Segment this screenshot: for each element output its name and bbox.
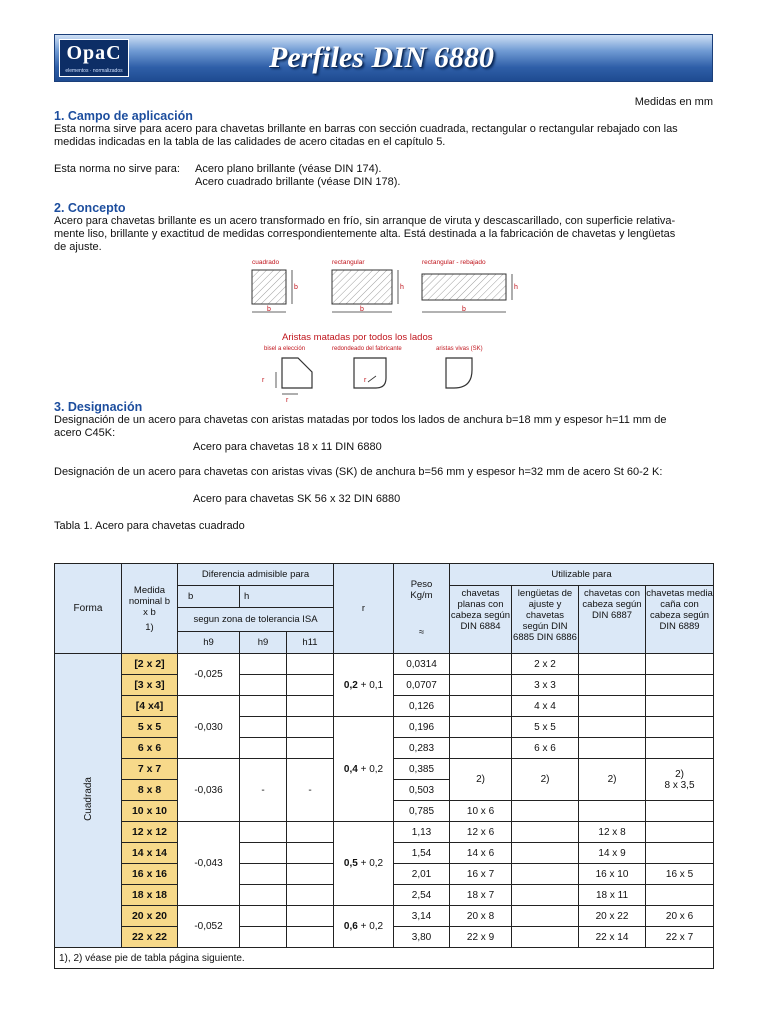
size-cell: 6 x 6: [122, 738, 178, 759]
dimension-table: [54, 563, 714, 969]
u4-note: 2): [675, 768, 684, 780]
h9-cell: [240, 717, 287, 738]
header-peso-approx: ≈: [418, 627, 425, 638]
weight-cell: 0,283: [394, 738, 450, 759]
h9-cell: [240, 927, 287, 948]
section1-not-for-label: Esta norma no sirve para:: [54, 163, 180, 175]
designation-example2: Acero para chavetas SK 56 x 32 DIN 6880: [193, 493, 401, 505]
h9-cell: [240, 864, 287, 885]
weight-cell: 3,14: [394, 906, 450, 927]
r-tol: + 0,2: [360, 921, 384, 932]
dim-b-square-v: b: [294, 284, 298, 291]
h11-cell: [287, 885, 334, 906]
h11-cell: [287, 927, 334, 948]
header-diferencia: Diferencia admisible para: [178, 564, 334, 586]
h11-cell: [287, 906, 334, 927]
size-cell: 10 x 10: [122, 801, 178, 822]
r-cell: [334, 906, 394, 948]
header-r: r: [334, 564, 394, 654]
section3-heading: 3. Designación: [54, 400, 143, 414]
size-cell: 16 x 16: [122, 864, 178, 885]
h11-cell: [287, 696, 334, 717]
u2-cell: 2 x 2: [512, 654, 579, 675]
u2-cell: [512, 801, 579, 822]
units-note: Medidas en mm: [634, 96, 713, 108]
u2-cell: [512, 843, 579, 864]
u4-note-cell: [646, 759, 714, 801]
header-u2: lengüetas de ajuste y chavetas según DIN 6885 DIN 6886: [512, 586, 579, 654]
u3-cell: 12 x 8: [579, 822, 646, 843]
u1-cell: 14 x 6: [450, 843, 512, 864]
u1-cell: 12 x 6: [450, 822, 512, 843]
header-u4: chavetas media caña con cabeza según DIN 6889: [646, 586, 714, 654]
header-h9b: h9: [240, 632, 287, 654]
u1-cell: 22 x 9: [450, 927, 512, 948]
h9-cell: [240, 906, 287, 927]
h9-cell: [240, 654, 287, 675]
weight-cell: 0,196: [394, 717, 450, 738]
dim-h-rect: h: [400, 284, 404, 291]
diff-b-cell: -0,036: [178, 759, 240, 822]
u4-note-value: 8 x 3,5: [664, 779, 695, 791]
u3-cell: 14 x 9: [579, 843, 646, 864]
weight-cell: 3,80: [394, 927, 450, 948]
logo-subtitle: elementos · normalizados: [65, 68, 123, 74]
u3-note-cell: 2): [579, 759, 646, 801]
weight-cell: 0,785: [394, 801, 450, 822]
u2-cell: [512, 864, 579, 885]
section1-line1: Esta norma sirve para acero para chavetas brillante en barras con sección cuadrada, rectangular o rectangular rebajado con las: [54, 123, 678, 135]
section1-line2: medidas indicadas en la tabla de las calidades de acero citadas en el capítulo 5.: [54, 136, 446, 148]
section2-heading: 2. Concepto: [54, 201, 126, 215]
u2-cell: 6 x 6: [512, 738, 579, 759]
r-tol: + 0,2: [360, 858, 384, 869]
rounded-corner-shape: [354, 358, 386, 388]
u1-cell: [450, 717, 512, 738]
u2-cell: [512, 822, 579, 843]
header-medida: [122, 564, 178, 654]
h11-cell: [287, 654, 334, 675]
size-cell: [4 x4]: [122, 696, 178, 717]
u3-cell: [579, 738, 646, 759]
size-cell: [3 x 3]: [122, 675, 178, 696]
h11-dash-cell: -: [287, 759, 334, 822]
dim-r-bevel: r: [262, 377, 265, 384]
dim-r-rounded: r: [364, 377, 367, 384]
u4-cell: [646, 717, 714, 738]
u4-cell: [646, 843, 714, 864]
u2-cell: 4 x 4: [512, 696, 579, 717]
section1-heading: 1. Campo de aplicación: [54, 109, 193, 123]
weight-cell: 0,0707: [394, 675, 450, 696]
aristas-title: Aristas matadas por todos los lados: [282, 332, 433, 343]
h11-cell: [287, 843, 334, 864]
header-peso-label: Peso Kg/m: [410, 579, 433, 601]
size-cell: [2 x 2]: [122, 654, 178, 675]
size-cell: 7 x 7: [122, 759, 178, 780]
u3-cell: 22 x 14: [579, 927, 646, 948]
logo-text: OpaC: [66, 42, 122, 64]
r-main: 0,5: [343, 858, 358, 869]
h11-cell: [287, 738, 334, 759]
u1-cell: 16 x 7: [450, 864, 512, 885]
weight-cell: 0,385: [394, 759, 450, 780]
label-rebajado: rectangular - rebajado: [422, 259, 486, 266]
size-cell: 20 x 20: [122, 906, 178, 927]
u1-cell: [450, 738, 512, 759]
table-footnote: 1), 2) véase pie de tabla página siguiente.: [55, 948, 714, 969]
h9-cell: [240, 675, 287, 696]
header-h: h: [240, 586, 334, 608]
u4-cell: 16 x 5: [646, 864, 714, 885]
company-logo: [59, 39, 129, 77]
size-cell: 12 x 12: [122, 822, 178, 843]
section3-line2: acero C45K:: [54, 427, 116, 439]
bevel-corner-shape: [282, 358, 312, 388]
size-cell: 14 x 14: [122, 843, 178, 864]
u3-cell: 18 x 11: [579, 885, 646, 906]
h11-cell: [287, 822, 334, 843]
u4-cell: [646, 696, 714, 717]
h11-cell: [287, 864, 334, 885]
profile-diagram: [240, 254, 530, 404]
u3-cell: [579, 717, 646, 738]
h9-cell: [240, 738, 287, 759]
weight-cell: 1,13: [394, 822, 450, 843]
r-main: 0,4: [343, 763, 358, 775]
u4-cell: [646, 885, 714, 906]
sharp-edge-shape: [446, 358, 472, 388]
dim-h-rebajado: h: [514, 284, 518, 291]
h11-cell: [287, 717, 334, 738]
h9-cell: [240, 843, 287, 864]
u4-cell: 20 x 6: [646, 906, 714, 927]
header-banner: [54, 34, 713, 82]
h9-cell: [240, 885, 287, 906]
header-h9a: h9: [178, 632, 240, 654]
forma-value: Cuadrada: [82, 777, 94, 821]
vivas-label: aristas vivas (SK): [436, 346, 483, 352]
header-peso: [394, 564, 450, 654]
dim-b-rebajado: b: [462, 306, 466, 313]
label-cuadrado: cuadrado: [252, 259, 280, 266]
size-cell: 5 x 5: [122, 717, 178, 738]
section1-not-for-2: Acero cuadrado brillante (véase DIN 178).: [195, 176, 401, 188]
section2-line3: de ajuste.: [54, 241, 102, 253]
dim-r-bevel-h: r: [286, 397, 289, 404]
size-cell: 8 x 8: [122, 780, 178, 801]
redondeado-label: redondeado del fabricante: [332, 346, 402, 352]
header-zona: segun zona de tolerancia ISA: [178, 608, 334, 632]
section1-not-for-1: Acero plano brillante (véase DIN 174).: [195, 163, 382, 175]
u2-cell: [512, 885, 579, 906]
header-forma: Forma: [55, 564, 122, 654]
u4-cell: 22 x 7: [646, 927, 714, 948]
h9-cell: [240, 822, 287, 843]
header-u1: chavetas planas con cabeza según DIN 6884: [450, 586, 512, 654]
u4-cell: [646, 738, 714, 759]
header-utilizable: Utilizable para: [450, 564, 714, 586]
section3-line3: Designación de un acero para chavetas con aristas vivas (SK) de anchura b=56 mm y espesor h=32 mm de acero St 60-2 K:: [54, 466, 663, 478]
weight-cell: 1,54: [394, 843, 450, 864]
label-rectangular: rectangular: [332, 259, 365, 266]
forma-cell: [55, 654, 122, 948]
r-tol: + 0,1: [360, 679, 384, 691]
r-cell: [334, 654, 394, 717]
diff-b-cell: -0,030: [178, 696, 240, 759]
header-b: b: [178, 586, 240, 608]
size-cell: 22 x 22: [122, 927, 178, 948]
u1-cell: 20 x 8: [450, 906, 512, 927]
header-h11: h11: [287, 632, 334, 654]
section2-line1: Acero para chavetas brillante es un acero transformado en frío, sin arranque de viruta y descascarillado, con superficie relativa-: [54, 215, 676, 227]
u3-cell: [579, 675, 646, 696]
u2-note-cell: 2): [512, 759, 579, 801]
h9-cell: [240, 696, 287, 717]
table-caption: Tabla 1. Acero para chavetas cuadrado: [54, 520, 245, 532]
u3-cell: [579, 654, 646, 675]
diff-b-cell: -0,025: [178, 654, 240, 696]
dim-b-square: b: [267, 306, 271, 313]
u3-cell: [579, 696, 646, 717]
u1-cell: [450, 654, 512, 675]
u1-cell: [450, 696, 512, 717]
weight-cell: 2,54: [394, 885, 450, 906]
u2-cell: 5 x 5: [512, 717, 579, 738]
header-medida-label: Medida nominal b x b: [128, 584, 171, 618]
weight-cell: 0,126: [394, 696, 450, 717]
u2-cell: [512, 927, 579, 948]
header-medida-note: 1): [145, 621, 154, 633]
rect-section: [332, 270, 392, 304]
square-section: [252, 270, 286, 304]
rebajado-section: [422, 274, 506, 300]
h9-dash-cell: -: [240, 759, 287, 822]
u3-cell: [579, 801, 646, 822]
section3-line1: Designación de un acero para chavetas con aristas matadas por todos los lados de anchura b=18 mm y espesor h=11 mm de: [54, 414, 667, 426]
page-title: Perfiles DIN 6880: [269, 41, 494, 74]
weight-cell: 0,0314: [394, 654, 450, 675]
u1-cell: [450, 675, 512, 696]
designation-example1: Acero para chavetas 18 x 11 DIN 6880: [193, 441, 382, 453]
u1-note-cell: 2): [450, 759, 512, 801]
r-main: 0,6: [343, 921, 358, 932]
r-tol: + 0,2: [360, 763, 384, 775]
u2-cell: [512, 906, 579, 927]
section2-line2: mente liso, brillante y exactitud de medidas correspondientemente alta. Está destinada a la fabricación de chavetas y lengüetas: [54, 228, 676, 240]
r-cell: [334, 717, 394, 822]
u1-cell: 10 x 6: [450, 801, 512, 822]
r-cell: [334, 822, 394, 906]
r-main: 0,2: [343, 679, 358, 691]
u4-cell: [646, 675, 714, 696]
u4-cell: [646, 822, 714, 843]
u3-cell: 20 x 22: [579, 906, 646, 927]
u3-cell: 16 x 10: [579, 864, 646, 885]
u2-cell: 3 x 3: [512, 675, 579, 696]
u1-cell: 18 x 7: [450, 885, 512, 906]
header-u3: chavetas con cabeza según DIN 6887: [579, 586, 646, 654]
dim-b-rect: b: [360, 306, 364, 313]
u4-cell: [646, 801, 714, 822]
size-cell: 18 x 18: [122, 885, 178, 906]
bisel-label: bisel a elección: [264, 346, 306, 352]
h11-cell: [287, 675, 334, 696]
u4-cell: [646, 654, 714, 675]
weight-cell: 2,01: [394, 864, 450, 885]
weight-cell: 0,503: [394, 780, 450, 801]
rounded-arrow: [368, 376, 376, 382]
diff-b-cell: -0,043: [178, 822, 240, 906]
diff-b-cell: -0,052: [178, 906, 240, 948]
